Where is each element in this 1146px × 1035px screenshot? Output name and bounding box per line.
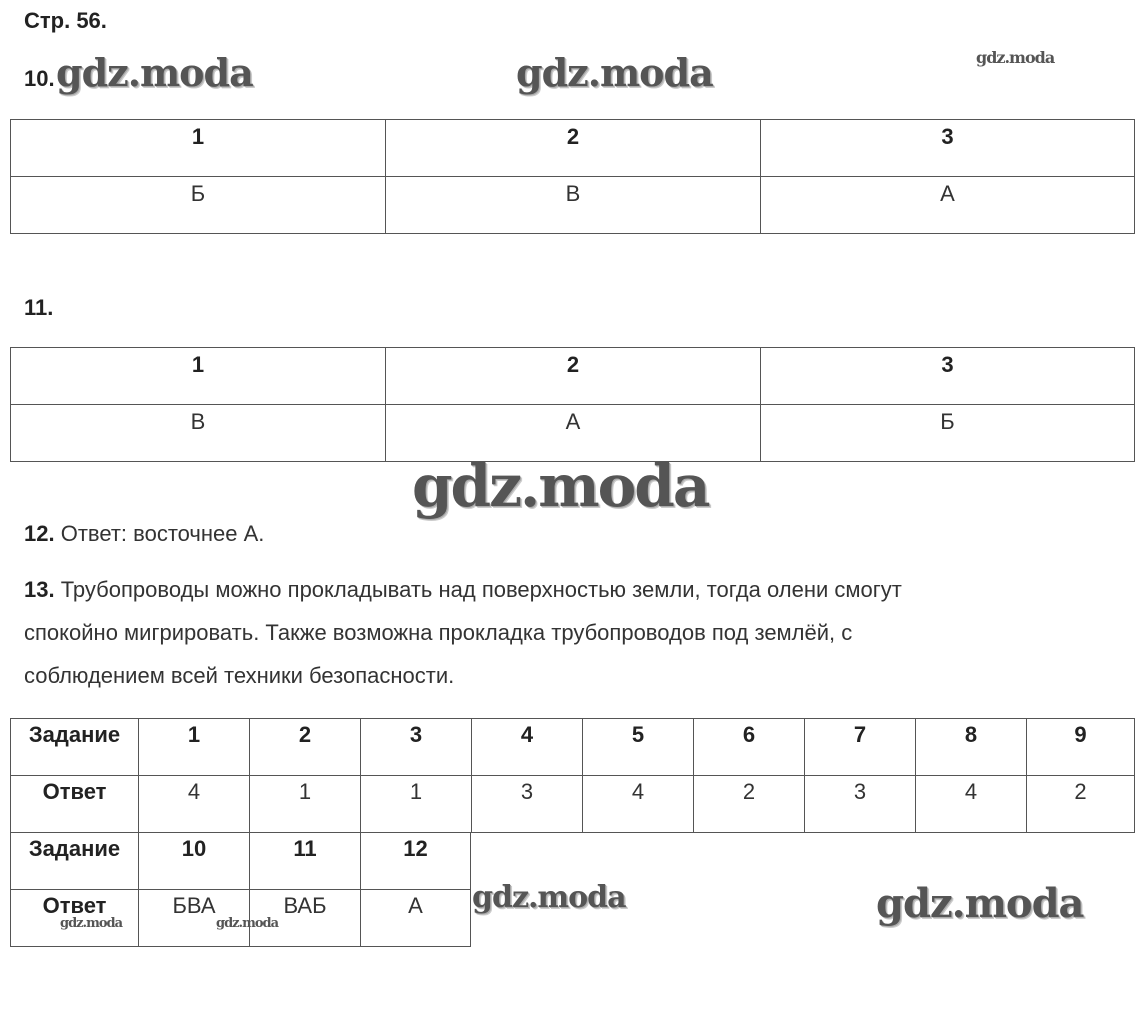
summary-task-8: 8 xyxy=(916,719,1027,776)
task-13-line-1: Трубопроводы можно прокладывать над поверхностью земли, тогда олени смогут xyxy=(60,577,902,602)
watermark: gdz.moda xyxy=(976,48,1055,67)
watermark: gdz.moda xyxy=(472,880,626,915)
watermark: gdz.moda xyxy=(56,50,253,95)
summary-answer-3: 1 xyxy=(361,776,472,833)
summary2-answer-label: Ответ xyxy=(11,890,139,947)
summary2-task-label: Задание xyxy=(11,833,139,890)
task-12-text: Ответ: восточнее А. xyxy=(60,521,265,546)
summary-answer-5: 4 xyxy=(583,776,694,833)
summary-task-3: 3 xyxy=(361,719,472,776)
task-13-line-3: соблюдением всей техники безопасности. xyxy=(24,663,455,688)
summary-task-label: Задание xyxy=(11,719,139,776)
page-reference: Стр. 56. xyxy=(24,8,107,33)
watermark: gdz.moda xyxy=(216,916,279,931)
summary-task-10: 10 xyxy=(139,833,250,890)
task-11-table xyxy=(10,347,1135,462)
task-10-answer-2: В xyxy=(386,177,761,234)
summary-answer-6: 2 xyxy=(694,776,805,833)
summary-answer-9: 2 xyxy=(1027,776,1135,833)
summary-table-1 xyxy=(10,718,1135,833)
summary-answer-2: 1 xyxy=(250,776,361,833)
task-13-number: 13. xyxy=(24,577,55,602)
task-11-answer-3: Б xyxy=(761,405,1135,462)
summary-task-1: 1 xyxy=(139,719,250,776)
summary-task-7: 7 xyxy=(805,719,916,776)
summary-task-11: 11 xyxy=(250,833,361,890)
task-11-header-1: 1 xyxy=(11,348,386,405)
watermark: gdz.moda xyxy=(516,50,713,95)
watermark: gdz.moda xyxy=(876,880,1084,927)
summary-answer-4: 3 xyxy=(472,776,583,833)
summary-task-9: 9 xyxy=(1027,719,1135,776)
task-10-header-3: 3 xyxy=(761,120,1135,177)
task-11-answer-1: В xyxy=(11,405,386,462)
task-10-table xyxy=(10,119,1135,234)
summary-task-12: 12 xyxy=(361,833,471,890)
summary-answer-10: БВА xyxy=(139,890,250,947)
summary-answer-12: А xyxy=(361,890,471,947)
task-11-header-2: 2 xyxy=(386,348,761,405)
task-10-answer-1: Б xyxy=(11,177,386,234)
task-12-number: 12. xyxy=(24,521,55,546)
task-11-header-3: 3 xyxy=(761,348,1135,405)
summary-answer-label: Ответ xyxy=(11,776,139,833)
task-11-answer-2: А xyxy=(386,405,761,462)
summary-task-2: 2 xyxy=(250,719,361,776)
summary-answer-7: 3 xyxy=(805,776,916,833)
task-13-line-2: спокойно мигрировать. Также возможна прокладка трубопроводов под землёй, с xyxy=(24,620,853,645)
summary-task-6: 6 xyxy=(694,719,805,776)
summary-answer-1: 4 xyxy=(139,776,250,833)
task-12 xyxy=(24,512,264,555)
watermark: gdz.moda xyxy=(60,916,123,931)
watermark: gdz.moda xyxy=(412,452,709,520)
summary-answer-8: 4 xyxy=(916,776,1027,833)
task-10-answer-3: А xyxy=(761,177,1135,234)
summary-answer-11: ВАБ xyxy=(250,890,361,947)
task-10-header-1: 1 xyxy=(11,120,386,177)
task-10-number: 10. xyxy=(24,66,55,91)
task-11-number: 11. xyxy=(24,295,54,320)
summary-task-5: 5 xyxy=(583,719,694,776)
task-13 xyxy=(24,568,1124,697)
task-10-header-2: 2 xyxy=(386,120,761,177)
summary-task-4: 4 xyxy=(472,719,583,776)
